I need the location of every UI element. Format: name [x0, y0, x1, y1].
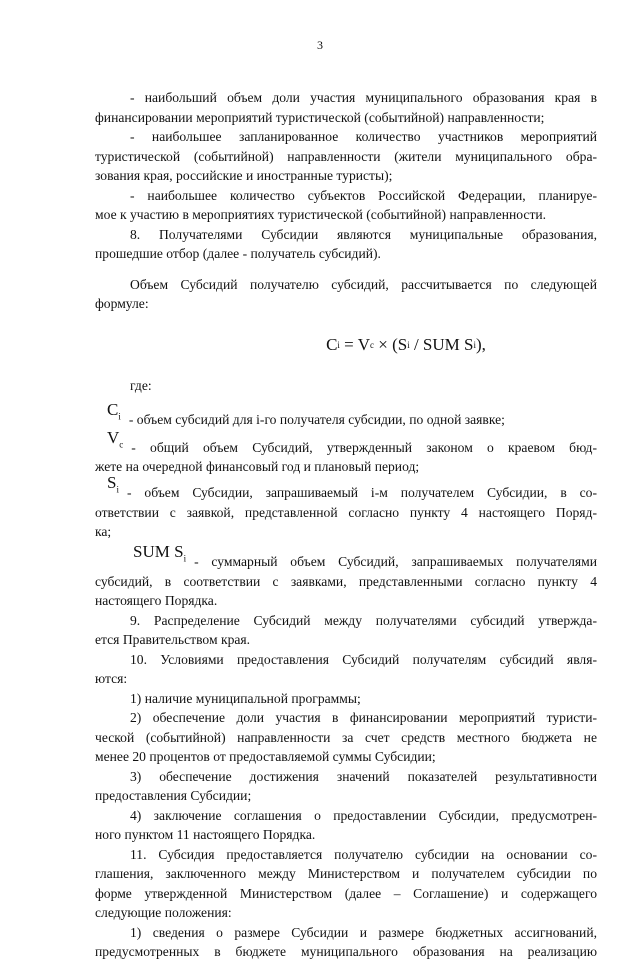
text-line: 1) сведения о размере Субсидии и размере бюджетных ассигнований, [130, 924, 597, 940]
formula-sub: c [369, 339, 374, 350]
text-line: 4) заключение соглашения о предоставлении Субсидии, предусмотрен- [130, 807, 597, 823]
symbol: SUM $S_i$ [133, 542, 187, 564]
text-line: менее 20 процентов от предоставляемой суммы Субсидии; [95, 749, 436, 764]
definition-sum [95, 542, 597, 572]
definition-ci [95, 395, 597, 429]
text-line: настоящего Порядка. [95, 593, 218, 608]
text-line: формуле: [95, 296, 149, 311]
formula-sub: i [407, 339, 410, 350]
document-body [95, 88, 597, 962]
text-line: ется Правительством края. [95, 632, 251, 647]
text-line: туристической (событийной) направленности (жители муниципального обра- [95, 148, 597, 164]
text-line: финансировании мероприятий туристической (событийной) направленности; [95, 109, 545, 125]
text-line: ного пунктом 11 настоящего Порядка. [95, 827, 316, 842]
text-line: 10. Условиями предоставления Субсидий получателям субсидий явля- [130, 651, 597, 667]
text-line: жете на очередной финансовый год и плановый период; [95, 459, 420, 474]
definition-si [95, 473, 597, 503]
text-line: - наибольший объем доли участия муниципального образования края в [130, 90, 597, 105]
formula [95, 314, 597, 376]
formula-part: × (S [373, 334, 408, 354]
text-line: прошедшие отбор (далее - получатель субсидий). [95, 246, 381, 261]
text-line: Объем Субсидий получателю субсидий, рассчитывается по следующей [130, 276, 597, 292]
text-line: субсидий, в соответствии с заявками, представленными согласно пункту 4 [95, 573, 597, 589]
text-line: предусмотренных в бюджете муниципального образования на реализацию [95, 944, 597, 959]
text-line: мое к участию в мероприятиях туристической (событийной) направленности. [95, 207, 547, 222]
text-line: 2) обеспечение доли участия в финансировании мероприятий туристи- [130, 710, 597, 725]
definition-text: - объем субсидий для i-го получателя субсидии, по одной заявке; [128, 411, 505, 427]
text-line: следующие положения: [95, 905, 232, 920]
formula-part: / SUM S [409, 334, 474, 354]
definition-vc [95, 429, 597, 457]
definition-text: - суммарный объем Субсидий, запрашиваемых получателями [194, 554, 597, 569]
symbol: $S_i$ [107, 473, 119, 495]
symbol: $C_i$ [107, 399, 121, 421]
where-label: где: [130, 377, 152, 393]
text-line: зования края, российские и иностранные туристы); [95, 168, 393, 183]
text-line: глашения, заключенного между Министерством и получателем субсидии по [95, 866, 597, 881]
text-line: 9. Распределение Субсидий между получателями субсидий утвержда- [130, 612, 597, 628]
page-number: 3 [317, 38, 323, 52]
text-line: 1) наличие муниципальной программы; [130, 690, 361, 706]
text-line: ка; [95, 524, 112, 539]
formula-sub: i [337, 339, 340, 350]
text-line: - наибольшее количество субъектов Российской Федерации, планируе- [130, 187, 597, 203]
text-line: форме утвержденной Министерством (далее – Соглашение) и содержащего [95, 885, 597, 901]
definition-text: - объем Субсидии, запрашиваемый i-м получателем Субсидии, в со- [126, 485, 597, 500]
symbol: $V_c$ [107, 427, 124, 449]
definition-text: - общий объем Субсидий, утвержденный законом о краевом бюд- [131, 439, 597, 455]
formula-lhs: C [326, 334, 338, 354]
text-line: предоставления Субсидии; [95, 788, 252, 803]
text-line: ческой (событийной) направленности за счет средств местного бюджета не [95, 729, 597, 745]
text-line: ются: [95, 671, 128, 686]
text-line: 11. Субсидия предоставляется получателю субсидии на основании со- [130, 846, 597, 862]
formula-part: ), [476, 334, 486, 354]
formula-sub: i [473, 339, 476, 350]
text-line: ответствии с заявкой, представленной согласно пункту 4 настоящего Поряд- [95, 504, 597, 520]
text-line: - наибольшее запланированное количество участников мероприятий [130, 129, 597, 144]
text-line: 8. Получателями Субсидии являются муниципальные образования, [130, 226, 597, 242]
text-line: 3) обеспечение достижения значений показателей результативности [130, 768, 597, 784]
formula-part: = V [339, 334, 370, 354]
